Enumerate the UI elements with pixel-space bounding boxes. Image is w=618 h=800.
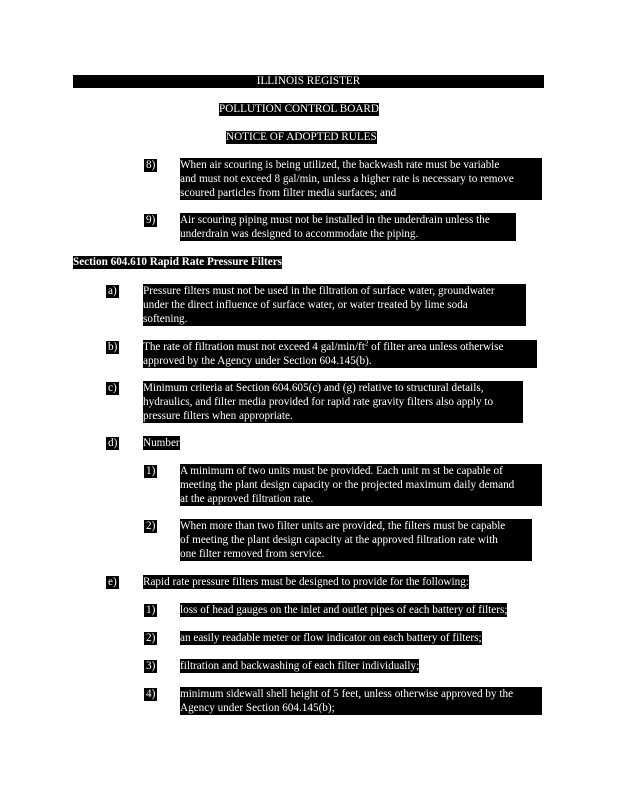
item-e2-text: an easily readable meter or flow indicator on each battery of filters; <box>180 632 482 644</box>
item-d2-line-1: When more than two filter units are provided, the filters must be capable <box>180 520 506 532</box>
item-b-label: b) <box>108 341 118 353</box>
item-e-label: e) <box>108 576 117 588</box>
item-e4-text <box>180 687 542 715</box>
item-a-text <box>143 284 526 326</box>
item-e3-label: 3) <box>146 660 156 672</box>
item-8-line-3: scoured particles from filter media surfaces; and <box>180 187 397 199</box>
item-a-label: a) <box>108 285 117 297</box>
item-e-text: Rapid rate pressure filters must be designed to provide for the following: <box>143 576 469 588</box>
item-a-line-2: under the direct influence of surface water, or water treated by lime soda <box>143 299 468 311</box>
item-8-line-2: and must not exceed 8 gal/min, unless a higher rate is necessary to remove <box>180 173 514 185</box>
item-b-line-1 <box>143 340 537 354</box>
item-9-text <box>180 213 516 241</box>
item-b-text <box>143 340 537 368</box>
item-c-label: c) <box>108 382 117 394</box>
item-b-superscript: 2 <box>364 339 369 348</box>
item-c-line-1: Minimum criteria at Section 604.605(c) and (g) relative to structural details, <box>143 382 484 394</box>
item-e4-line-1: minimum sidewall shell height of 5 feet, unless otherwise approved by the <box>180 688 514 700</box>
item-d1-line-1: A minimum of two units must be provided. Each unit m st be capable of <box>180 465 503 477</box>
item-8-text <box>180 158 542 200</box>
item-9-line-1: Air scouring piping must not be installed in the underdrain unless the <box>180 214 490 226</box>
item-b-line-2: approved by the Agency under Section 604.145(b). <box>143 355 372 367</box>
item-9-line-2: underdrain was designed to accommodate the piping. <box>180 228 419 240</box>
item-e4-line-2: Agency under Section 604.145(b); <box>180 702 335 714</box>
item-d1-line-2: meeting the plant design capacity or the projected maximum daily demand <box>180 479 515 491</box>
item-e2-label: 2) <box>146 632 156 644</box>
item-e4-label: 4) <box>146 688 156 700</box>
item-d2-line-3: one filter removed from service. <box>180 548 325 560</box>
board-title: POLLUTION CONTROL BOARD <box>219 103 379 115</box>
item-c-text <box>143 381 523 423</box>
item-b-line-1-pre: The rate of filtration must not exceed 4 gal/min/ft <box>143 341 365 353</box>
item-d-text: Number <box>143 437 180 449</box>
item-a-line-3: softening. <box>143 313 188 325</box>
item-e1-label: 1) <box>146 604 156 616</box>
item-8-label: 8) <box>146 159 156 171</box>
item-b-line-1-post: of filter area unless otherwise <box>368 341 504 353</box>
item-e3-text: filtration and backwashing of each filter individually; <box>180 660 420 672</box>
section-heading: Section 604.610 Rapid Rate Pressure Filters <box>73 256 283 268</box>
item-d2-label: 2) <box>146 520 156 532</box>
item-d-label: d) <box>108 437 118 449</box>
register-title: ILLINOIS REGISTER <box>73 75 544 88</box>
item-8-line-1: When air scouring is being utilized, the backwash rate must be variable <box>180 159 500 171</box>
item-d1-label: 1) <box>146 465 156 477</box>
item-c-line-3: pressure filters when appropriate. <box>143 410 293 422</box>
item-c-line-2: hydraulics, and filter media provided for rapid rate gravity filters also apply to <box>143 396 494 408</box>
item-d1-text <box>180 464 542 506</box>
item-d2-line-2: of meeting the plant design capacity at the approved filtration rate with <box>180 534 498 546</box>
item-e1-text: loss of head gauges on the inlet and outlet pipes of each battery of filters; <box>180 604 508 616</box>
item-d1-line-3: at the approved filtration rate. <box>180 493 314 505</box>
item-9-label: 9) <box>146 214 156 226</box>
item-d2-text <box>180 519 532 561</box>
item-a-line-1: Pressure filters must not be used in the filtration of surface water, groundwater <box>143 285 495 297</box>
notice-title: NOTICE OF ADOPTED RULES <box>226 131 377 143</box>
